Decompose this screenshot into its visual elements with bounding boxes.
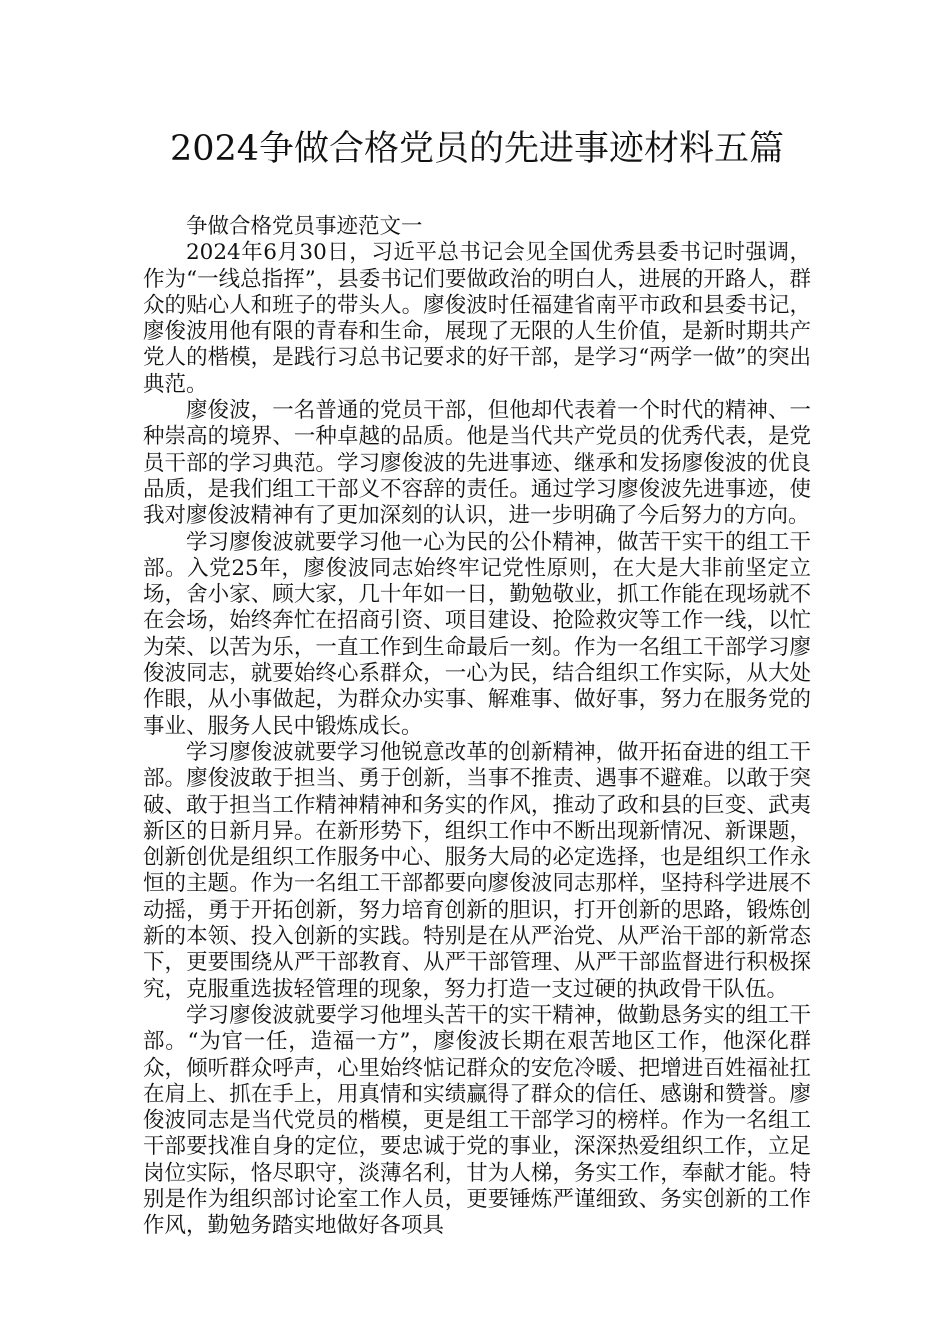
paragraph-4: 学习廖俊波就要学习他锐意改革的创新精神，做开拓奋进的组工干部。廖俊波敢于担当、勇于创新，当事不推责、遇事不避难。以敢于突破、敢于担当工作精神精神和务实的作风，推动了政和县的巨变、武夷新区的日新月异。在新形势下，组织工作中不断出现新情况、新课题，创新创优是组织工作服务中心、服务大局的必定选择，也是组织工作永恒的主题。作为一名组工干部都要向廖俊波同志那样，坚持科学进展不动摇，勇于开拓创新，努力培育创新的胆识，打开创新的思路，锻炼创新的本领、投入创新的实践。特别是在从严治党、从严治干部的新常态下，更要围绕从严干部教育、从严干部管理、从严干部监督进行积极探究，克服重选拔轻管理的现象，努力打造一支过硬的执政骨干队伍。	[143, 739, 811, 1002]
paragraph-3: 学习廖俊波就要学习他一心为民的公仆精神，做苦干实干的组工干部。入党25年，廖俊波同志始终牢记党性原则，在大是大非前坚定立场，舍小家、顾大家，几十年如一日，勤勉敬业，抓工作能在现场就不在会场，始终奔忙在招商引资、项目建设、抢险救灾等工作一线，以忙为荣、以苦为乐，一直工作到生命最后一刻。作为一名组工干部学习廖俊波同志，就要始终心系群众，一心为民，结合组织工作实际，从大处作眼，从小事做起，为群众办实事、解难事、做好事，努力在服务党的事业、服务人民中锻炼成长。	[143, 529, 811, 739]
paragraph-5: 学习廖俊波就要学习他埋头苦干的实干精神，做勤恳务实的组工干部。“为官一任，造福一方”，廖俊波长期在艰苦地区工作，他深化群众，倾听群众呼声，心里始终惦记群众的安危冷暖、把增进百姓福祉扛在肩上、抓在手上，用真情和实绩赢得了群众的信任、感谢和赞誉。廖俊波同志是当代党员的楷模，更是组工干部学习的榜样。作为一名组工干部要找准自身的定位，要忠诚于党的事业，深深热爱组织工作，立足岗位实际，恪尽职守，淡薄名利，甘为人梯，务实工作，奉献才能。特别是作为组织部讨论室工作人员，更要锤炼严谨细致、务实创新的工作作风，勤勉务踏实地做好各项具	[143, 1002, 811, 1239]
paragraph-2: 廖俊波，一名普通的党员干部，但他却代表着一个时代的精神、一种崇高的境界、一种卓越的品质。他是当代共产党员的优秀代表，是党员干部的学习典范。学习廖俊波的先进事迹、继承和发扬廖俊波的优良品质，是我们组工干部义不容辞的责任。通过学习廖俊波先进事迹，使我对廖俊波精神有了更加深刻的认识，进一步明确了今后努力的方向。	[143, 398, 811, 529]
document-page	[143, 126, 811, 1240]
paragraph-1: 2024年6月30日，习近平总书记会见全国优秀县委书记时强调，作为“一线总指挥”，县委书记们要做政治的明白人，进展的开路人，群众的贴心人和班子的带头人。廖俊波时任福建省南平市政和县委书记，廖俊波用他有限的青春和生命，展现了无限的人生价值，是新时期共产党人的楷模，是践行习总书记要求的好干部，是学习“两学一做”的突出典范。	[143, 240, 811, 397]
document-title: 2024争做合格党员的先进事迹材料五篇	[169, 129, 785, 169]
section-heading: 争做合格党员事迹范文一	[186, 214, 423, 239]
